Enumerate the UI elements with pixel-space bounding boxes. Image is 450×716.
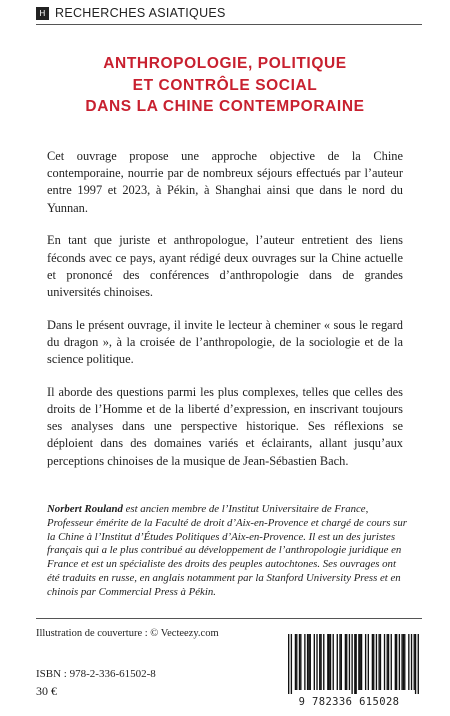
series-header (36, 6, 226, 20)
title-line: DANS LA CHINE CONTEMPORAINE (85, 98, 365, 115)
author-bio (47, 503, 407, 600)
blurb-paragraph: Il aborde des questions parmi les plus complexes, telles que celles des droits de l’Homme et de la liberté d’expression, en inscrivant toujours ses analyses dans une perspective historique. Ses réflexions se déploient dans des domaines variés et éclairants, allant jusqu’aux perceptions chinoises de la musique de Jean-Sébastien Bach. (47, 384, 403, 468)
book-title (0, 53, 450, 118)
barcode-icon (272, 632, 426, 694)
title-line: ANTHROPOLOGIE, POLITIQUE (103, 55, 347, 72)
blurb-paragraph: En tant que juriste et anthropologue, l’auteur entretient des liens féconds avec ce pays, ayant rédigé deux ouvrages sur la Chine actuelle et prononcé des conférences d’anthropologie dans de grandes universités chinoises. (47, 233, 403, 299)
series-name: RECHERCHES ASIATIQUES (55, 6, 226, 20)
title-line: ET CONTRÔLE SOCIAL (132, 76, 318, 94)
blurb-paragraph: Cet ouvrage propose une approche objective de la Chine contemporaine, nourrie par de nombreux séjours effectués par l’auteur entre 1997 et 2023, à Pékin, à Shanghai ainsi que dans le nord du Yunnan. (47, 149, 403, 215)
price: 30 € (36, 684, 57, 698)
isbn: ISBN : 978-2-336-61502-8 (36, 668, 156, 680)
author-name: Norbert Rouland (47, 503, 123, 515)
footer-divider (36, 618, 422, 619)
publisher-logo-icon: H (36, 7, 49, 20)
author-bio-text: est ancien membre de l’Institut Universitaire de France, Professeur émérite de la Faculté de droit d’Aix-en-Provence et chargé de cours sur la Chine à l’Institut d’Études Politiques d’Aix-en-Provence. Il est un des juristes français qui a le plus contribué au développement de l’anthropologie juridique en France et est un spécialiste des droits des peuples autochtones. Ses ouvrages ont été traduits en russe, en anglais notamment par la Stanford University Press et en chinois par Commercial Press à Pékin. (47, 503, 407, 598)
header-divider (36, 24, 422, 25)
blurb (47, 148, 403, 485)
blurb-paragraph: Dans le présent ouvrage, il invite le lecteur à cheminer « sous le regard du dragon », à la croisée de l’anthropologie, de la sociologie et de la science politique. (47, 317, 403, 367)
barcode-digits: 9 782336 615028 (298, 696, 400, 708)
cover-credit: Illustration de couverture : © Vecteezy.com (36, 628, 219, 639)
barcode (272, 632, 426, 708)
